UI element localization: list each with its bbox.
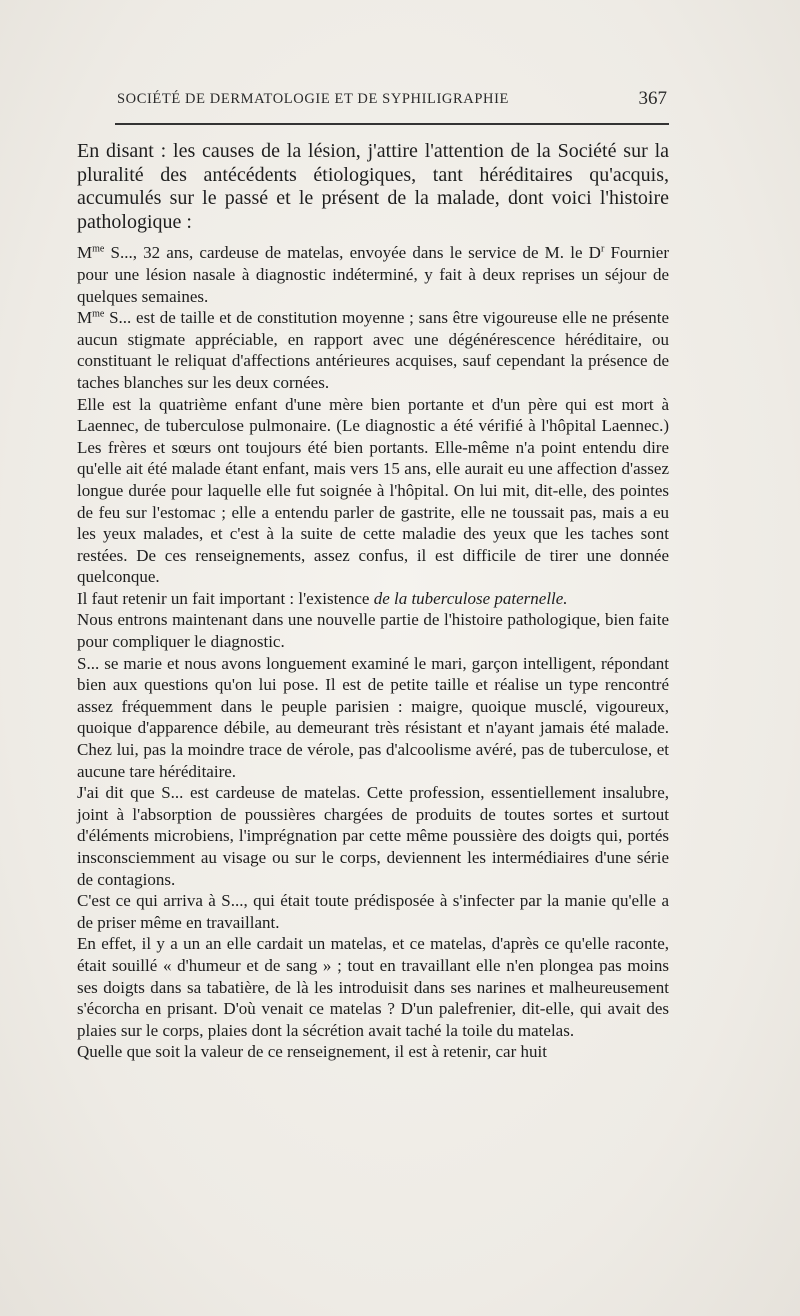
header-title: SOCIÉTÉ DE DERMATOLOGIE ET DE SYPHILIGRAPHIE <box>117 91 509 107</box>
paragraph-6: S... se marie et nous avons longuement examiné le mari, garçon intelligent, répondant bien aux questions qu'on lui pose. Il est de petite taille et réalise un type rencontré assez fréquemment dans le peuple parisien : maigre, quoique musclé, vigoureux, quoique d'apparence débile, au demeurant très résistant et n'ayant jamais été malade. Chez lui, pas la moindre trace de vérole, pas d'alcoolisme avéré, pas de tuberculose, et aucune tare héréditaire. <box>77 653 669 781</box>
paragraph-10: Quelle que soit la valeur de ce renseignement, il est à retenir, car huit <box>77 1042 547 1062</box>
paragraph-8: C'est ce qui arriva à S..., qui était toute prédisposée à s'infecter par la manie qu'elle a de priser même en travaillant. <box>77 891 669 932</box>
page-number: 367 <box>638 88 667 109</box>
paragraph-4: Il faut retenir un fait important : l'existence de la tuberculose paternelle. <box>77 588 568 608</box>
paragraph-9: En effet, il y a un an elle cardait un matelas, et ce matelas, d'après ce qu'elle raconte, était souillé « d'humeur et de sang » ; tout en travaillant elle n'en plongea pas moins ses doigts dans sa tabatière, de là les introduisit dans ses narines et malheureusement s'écorcha en prisant. D'où venait ce matelas ? D'un palefrenier, dit-elle, qui avait des plaies sur le corps, plaies dont la sécrétion avait taché la toile du matelas. <box>77 934 669 1040</box>
paragraph-7: J'ai dit que S... est cardeuse de matelas. Cette profession, essentiellement insalubre, joint à l'absorption de poussières chargées de produits de toutes sortes et surtout d'éléments microbiens, l'imprégnation par cette même poussière des doigts qui, portés insconsciemment au visage ou sur le corps, deviennent les intermédiaires d'une série de contagions. <box>77 783 669 889</box>
paragraph-2: $M^{me}$ S... est de taille et de constitution moyenne ; sans être vigoureuse elle ne présente aucun stigmate appréciable, en rapport avec une dégénérescence héréditaire, ou constituant le reliquat d'affections antérieures acquises, sauf cependant la présence de taches blanches sur les deux cornées. <box>77 308 669 392</box>
intro-paragraph: En disant : les causes de la lésion, j'attire l'attention de la Société sur la pluralité des antécédents étiologiques, tant héréditaires qu'acquis, accumulés sur le passé et le présent de la malade, dont voici l'histoire pathologique : <box>77 140 669 233</box>
running-header <box>117 88 667 114</box>
body-text <box>77 140 669 1063</box>
paragraph-5: Nous entrons maintenant dans une nouvelle partie de l'histoire pathologique, bien faite pour compliquer le diagnostic. <box>77 610 669 652</box>
italic-emphasis: de la tuberculose paternelle. <box>373 588 568 608</box>
header-rule <box>115 123 669 125</box>
paragraph-3: Elle est la quatrième enfant d'une mère bien portante et d'un père qui est mort à Laennec, de tuberculose pulmonaire. (Le diagnostic a été vérifié à l'hôpital Laennec.) Les frères et sœurs ont toujours été bien portants. Elle-même n'a point entendu dire qu'elle ait été malade étant enfant, mais vers 15 ans, elle aurait eu une affection d'assez longue durée pour laquelle elle fut soignée à l'hôpital. On lui mit, dit-elle, des pointes de feu sur l'estomac ; elle a entendu parler de gastrite, elle ne toussait pas, mais a eu les yeux malades, et c'est à la suite de cette maladie des yeux que les taches sont restées. De ces renseignements, assez confus, il est difficile de tirer une donnée quelconque. <box>77 394 669 587</box>
paragraph-1: $M^{me}$ S..., 32 ans, cardeuse de matelas, envoyée dans le service de M. le $D^r$ Fournier pour une lésion nasale à diagnostic indéterminé, y fait à deux reprises un séjour de quelques semaines. <box>77 243 669 306</box>
